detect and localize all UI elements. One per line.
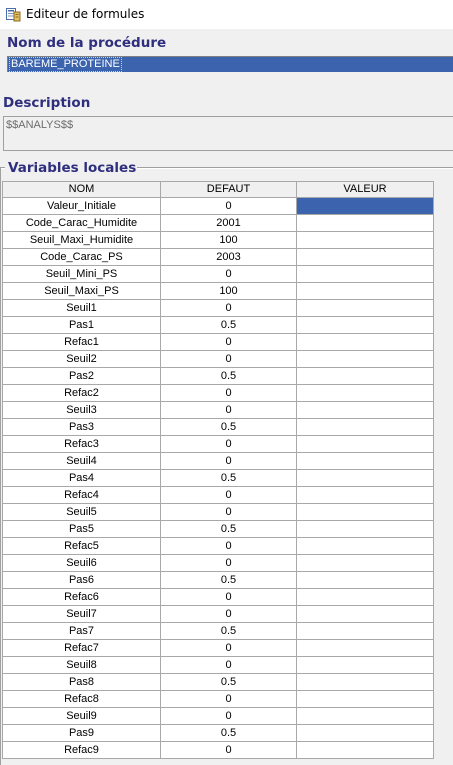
table-row[interactable] xyxy=(3,725,434,742)
cell-defaut: 0 xyxy=(161,657,297,674)
table-row[interactable] xyxy=(3,623,434,640)
table-row[interactable] xyxy=(3,708,434,725)
column-header-valeur[interactable]: VALEUR xyxy=(297,182,434,198)
cell-valeur[interactable] xyxy=(297,368,434,385)
cell-nom: Seuil5 xyxy=(3,504,161,521)
cell-nom: Pas5 xyxy=(3,521,161,538)
cell-defaut: 0 xyxy=(161,555,297,572)
cell-nom: Seuil9 xyxy=(3,708,161,725)
cell-nom: Pas6 xyxy=(3,572,161,589)
cell-defaut: 0.5 xyxy=(161,521,297,538)
table-row[interactable] xyxy=(3,317,434,334)
table-row[interactable] xyxy=(3,742,434,759)
table-row[interactable] xyxy=(3,232,434,249)
table-row[interactable] xyxy=(3,402,434,419)
cell-nom: Refac5 xyxy=(3,538,161,555)
grid-header-row xyxy=(3,182,434,198)
table-row[interactable] xyxy=(3,351,434,368)
cell-valeur[interactable] xyxy=(297,351,434,368)
cell-defaut: 0.5 xyxy=(161,368,297,385)
cell-valeur[interactable] xyxy=(297,725,434,742)
cell-defaut: 0 xyxy=(161,436,297,453)
cell-defaut: 0 xyxy=(161,691,297,708)
cell-nom: Refac3 xyxy=(3,436,161,453)
cell-defaut: 0 xyxy=(161,351,297,368)
cell-nom: Valeur_Initiale xyxy=(3,198,161,215)
cell-defaut: 0.5 xyxy=(161,419,297,436)
cell-nom: Refac9 xyxy=(3,742,161,759)
cell-valeur[interactable] xyxy=(297,215,434,232)
cell-valeur[interactable] xyxy=(297,674,434,691)
cell-nom: Pas8 xyxy=(3,674,161,691)
formula-editor-icon xyxy=(6,7,21,22)
cell-nom: Seuil_Maxi_PS xyxy=(3,283,161,300)
cell-defaut: 0.5 xyxy=(161,317,297,334)
table-row[interactable] xyxy=(3,589,434,606)
cell-nom: Seuil1 xyxy=(3,300,161,317)
cell-defaut: 2003 xyxy=(161,249,297,266)
table-row[interactable] xyxy=(3,538,434,555)
cell-nom: Pas7 xyxy=(3,623,161,640)
cell-defaut: 0.5 xyxy=(161,470,297,487)
cell-nom: Pas3 xyxy=(3,419,161,436)
cell-nom: Seuil8 xyxy=(3,657,161,674)
cell-defaut: 0 xyxy=(161,640,297,657)
description-label: Description xyxy=(3,95,91,111)
table-row[interactable] xyxy=(3,334,434,351)
cell-nom: Refac4 xyxy=(3,487,161,504)
description-field[interactable] xyxy=(3,116,453,151)
cell-valeur[interactable] xyxy=(297,691,434,708)
cell-defaut: 0 xyxy=(161,504,297,521)
cell-nom: Refac6 xyxy=(3,589,161,606)
cell-nom: Pas4 xyxy=(3,470,161,487)
cell-valeur[interactable] xyxy=(297,317,434,334)
table-row[interactable] xyxy=(3,436,434,453)
cell-valeur[interactable] xyxy=(297,283,434,300)
cell-valeur[interactable] xyxy=(297,623,434,640)
group-border-left xyxy=(0,167,1,765)
table-row[interactable] xyxy=(3,674,434,691)
cell-valeur[interactable] xyxy=(297,487,434,504)
local-variables-label: Variables locales xyxy=(8,160,137,176)
cell-nom: Code_Carac_Humidite xyxy=(3,215,161,232)
cell-valeur[interactable] xyxy=(297,708,434,725)
cell-defaut: 100 xyxy=(161,283,297,300)
description-value: $$ANALYS$$ xyxy=(6,119,74,131)
cell-valeur[interactable] xyxy=(297,266,434,283)
table-row[interactable] xyxy=(3,198,434,215)
table-row[interactable] xyxy=(3,249,434,266)
cell-nom: Seuil_Mini_PS xyxy=(3,266,161,283)
cell-defaut: 0 xyxy=(161,487,297,504)
title-bar[interactable] xyxy=(0,0,453,29)
cell-valeur[interactable] xyxy=(297,436,434,453)
cell-nom: Pas1 xyxy=(3,317,161,334)
table-row[interactable] xyxy=(3,266,434,283)
cell-defaut: 0 xyxy=(161,589,297,606)
table-row[interactable] xyxy=(3,283,434,300)
cell-defaut: 2001 xyxy=(161,215,297,232)
table-row[interactable] xyxy=(3,657,434,674)
cell-nom: Seuil6 xyxy=(3,555,161,572)
cell-defaut: 0 xyxy=(161,606,297,623)
cell-valeur-selected[interactable] xyxy=(297,198,434,215)
cell-valeur[interactable] xyxy=(297,453,434,470)
cell-nom: Pas2 xyxy=(3,368,161,385)
cell-defaut: 0 xyxy=(161,538,297,555)
cell-valeur[interactable] xyxy=(297,606,434,623)
local-variables-grid[interactable] xyxy=(2,181,434,759)
cell-defaut: 0 xyxy=(161,708,297,725)
cell-valeur[interactable] xyxy=(297,300,434,317)
cell-nom: Refac2 xyxy=(3,385,161,402)
cell-valeur[interactable] xyxy=(297,402,434,419)
cell-defaut: 0 xyxy=(161,198,297,215)
cell-defaut: 0 xyxy=(161,385,297,402)
table-row[interactable] xyxy=(3,470,434,487)
table-row[interactable] xyxy=(3,453,434,470)
table-row[interactable] xyxy=(3,300,434,317)
table-row[interactable] xyxy=(3,691,434,708)
cell-nom: Seuil2 xyxy=(3,351,161,368)
column-header-defaut[interactable]: DEFAUT xyxy=(161,182,297,198)
procedure-name-label: Nom de la procédure xyxy=(7,35,167,51)
cell-valeur[interactable] xyxy=(297,249,434,266)
table-row[interactable] xyxy=(3,606,434,623)
table-row[interactable] xyxy=(3,521,434,538)
cell-defaut: 0 xyxy=(161,334,297,351)
cell-valeur[interactable] xyxy=(297,538,434,555)
cell-nom: Seuil4 xyxy=(3,453,161,470)
cell-valeur[interactable] xyxy=(297,504,434,521)
window-title: Editeur de formules xyxy=(26,7,145,21)
cell-defaut: 0 xyxy=(161,266,297,283)
cell-nom: Refac1 xyxy=(3,334,161,351)
cell-valeur[interactable] xyxy=(297,521,434,538)
cell-nom: Seuil7 xyxy=(3,606,161,623)
cell-defaut: 100 xyxy=(161,232,297,249)
table-row[interactable] xyxy=(3,504,434,521)
cell-valeur[interactable] xyxy=(297,657,434,674)
cell-valeur[interactable] xyxy=(297,419,434,436)
group-border-top-right xyxy=(137,167,453,168)
cell-defaut: 0.5 xyxy=(161,674,297,691)
table-row[interactable] xyxy=(3,215,434,232)
procedure-name-value: BAREME_PROTEINE xyxy=(11,58,120,70)
cell-valeur[interactable] xyxy=(297,334,434,351)
cell-valeur[interactable] xyxy=(297,572,434,589)
cell-nom: Seuil3 xyxy=(3,402,161,419)
table-row[interactable] xyxy=(3,487,434,504)
cell-valeur[interactable] xyxy=(297,555,434,572)
table-row[interactable] xyxy=(3,640,434,657)
cell-defaut: 0.5 xyxy=(161,725,297,742)
table-row[interactable] xyxy=(3,368,434,385)
cell-valeur[interactable] xyxy=(297,232,434,249)
table-row[interactable] xyxy=(3,419,434,436)
table-row[interactable] xyxy=(3,555,434,572)
cell-valeur[interactable] xyxy=(297,470,434,487)
cell-defaut: 0 xyxy=(161,300,297,317)
column-header-nom[interactable]: NOM xyxy=(3,182,161,198)
cell-nom: Code_Carac_PS xyxy=(3,249,161,266)
procedure-name-field[interactable] xyxy=(7,56,453,72)
cell-defaut: 0 xyxy=(161,742,297,759)
cell-defaut: 0 xyxy=(161,453,297,470)
table-row[interactable] xyxy=(3,572,434,589)
cell-nom: Refac8 xyxy=(3,691,161,708)
cell-valeur[interactable] xyxy=(297,385,434,402)
cell-valeur[interactable] xyxy=(297,742,434,759)
cell-defaut: 0 xyxy=(161,402,297,419)
cell-nom: Pas9 xyxy=(3,725,161,742)
cell-nom: Seuil_Maxi_Humidite xyxy=(3,232,161,249)
cell-valeur[interactable] xyxy=(297,640,434,657)
table-row[interactable] xyxy=(3,385,434,402)
cell-defaut: 0.5 xyxy=(161,572,297,589)
cell-nom: Refac7 xyxy=(3,640,161,657)
cell-defaut: 0.5 xyxy=(161,623,297,640)
cell-valeur[interactable] xyxy=(297,589,434,606)
